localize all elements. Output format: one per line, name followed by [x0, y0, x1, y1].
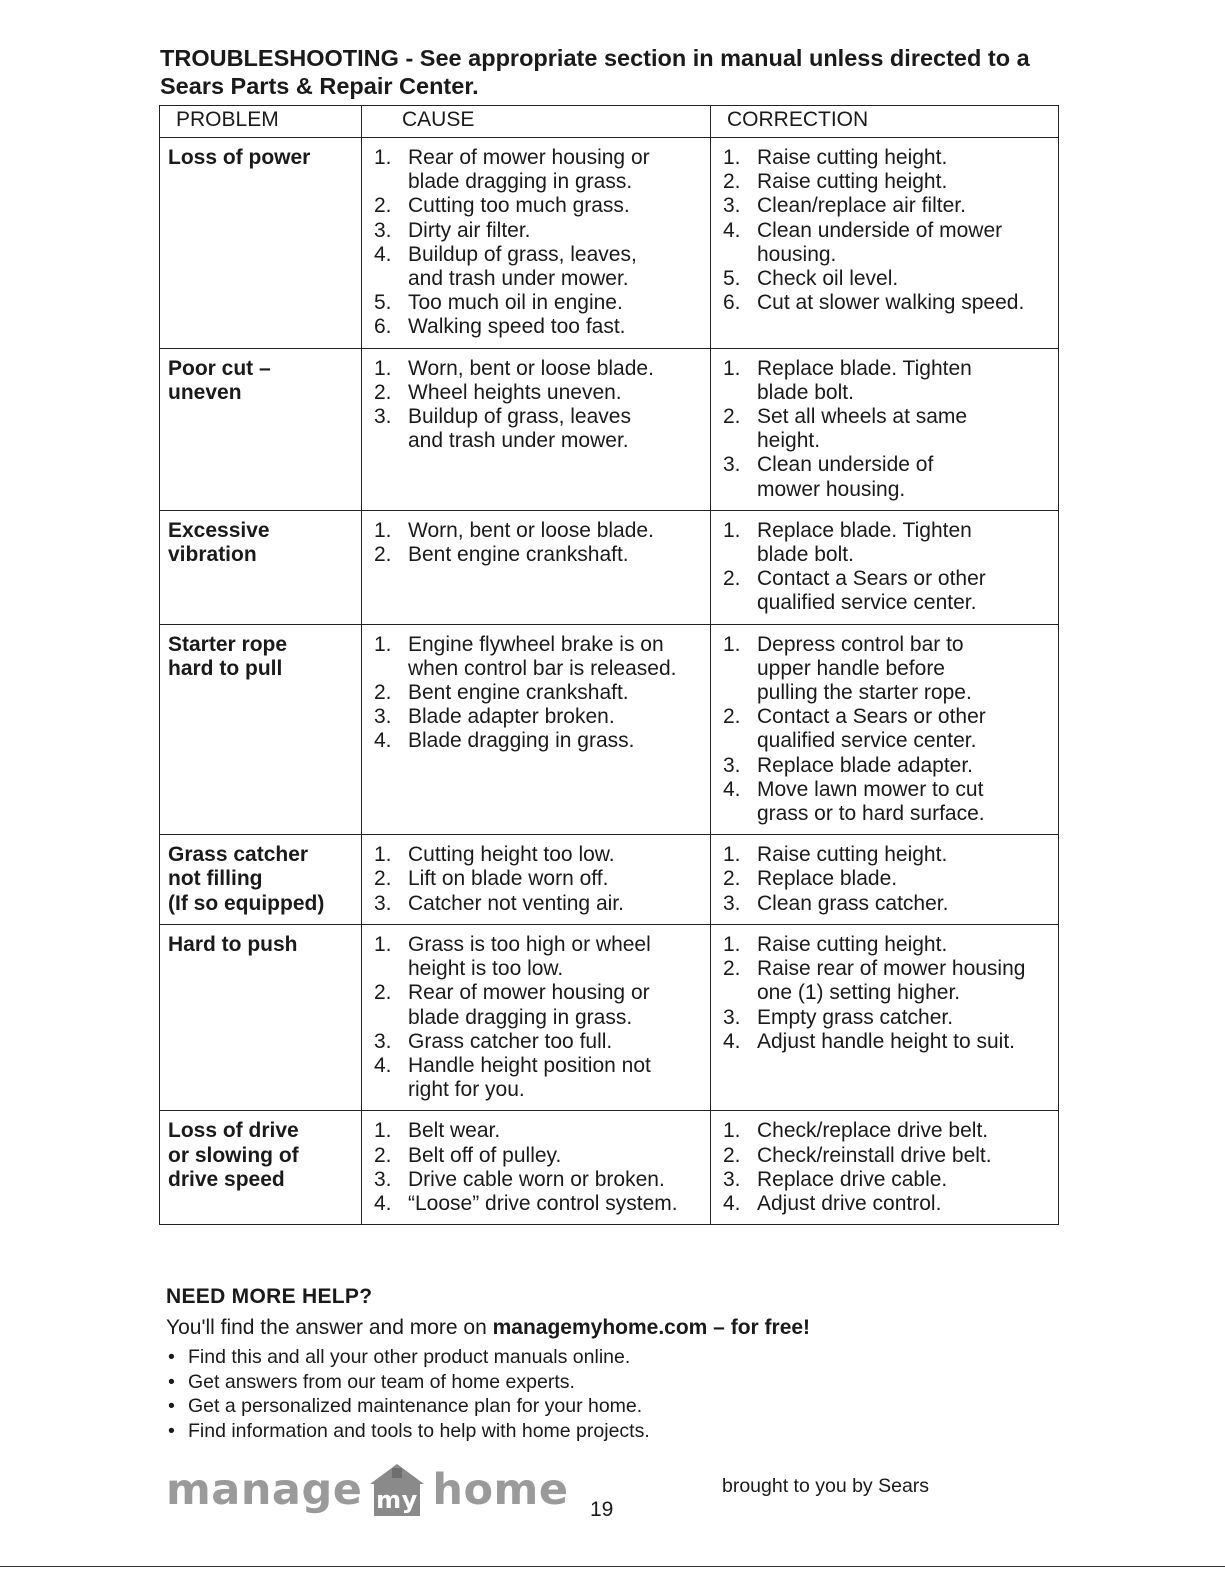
cause-item: [370, 1144, 704, 1168]
correction-text: Replace blade adapter.: [757, 753, 973, 777]
correction-item: [719, 405, 1052, 453]
cause-text: Worn, bent or loose blade.: [408, 518, 654, 542]
cause-text: Bent engine crankshaft.: [408, 543, 629, 567]
correction-text: Clean grass catcher.: [757, 891, 949, 915]
correction-number: 1.: [723, 356, 741, 380]
cause-number: 6.: [374, 315, 392, 339]
cause-number: 2.: [374, 981, 392, 1005]
cause-item: [370, 519, 704, 543]
cause-item: [370, 219, 704, 243]
correction-number: 1.: [723, 632, 741, 656]
cause-item: [370, 843, 704, 867]
correction-item: [719, 219, 1052, 267]
correction-text: Cut at slower walking speed.: [757, 291, 1025, 315]
correction-cell: [711, 348, 1059, 510]
correction-number: 4.: [723, 218, 741, 242]
cause-text: Worn, bent or loose blade.: [408, 356, 654, 380]
cause-number: 2.: [374, 380, 392, 404]
correction-number: 1.: [723, 1119, 741, 1143]
correction-number: 4.: [723, 777, 741, 801]
correction-item: [719, 933, 1052, 957]
cause-item: [370, 633, 704, 681]
table-row: [160, 1111, 1059, 1225]
cause-item: [370, 1168, 704, 1192]
cause-number: 3.: [374, 405, 392, 429]
correction-item: [719, 170, 1052, 194]
correction-cell: [711, 510, 1059, 624]
correction-item: [719, 519, 1052, 567]
header-correction: CORRECTION: [711, 106, 1059, 138]
cause-item: [370, 194, 704, 218]
cause-item: [370, 681, 704, 705]
correction-number: 3.: [723, 194, 741, 218]
cause-text: Lift on blade worn off.: [408, 867, 609, 891]
cause-item: [370, 243, 704, 291]
cause-number: 1.: [374, 932, 392, 956]
correction-item: [719, 778, 1052, 826]
page-number: 19: [590, 1498, 614, 1521]
correction-number: 1.: [723, 146, 741, 169]
cause-item: [370, 1119, 704, 1143]
correction-item: [719, 1119, 1052, 1143]
table-body: [160, 138, 1059, 1225]
correction-text: Clean/replace air filter.: [757, 194, 966, 218]
correction-item: [719, 867, 1052, 891]
table-row: [160, 624, 1059, 835]
help-bullet-text: Get answers from our team of home experts.: [188, 1370, 575, 1393]
problem-cell: [160, 924, 362, 1110]
cause-text: Walking speed too fast.: [408, 315, 626, 339]
correction-number: 2.: [723, 1143, 741, 1167]
correction-text: Raise rear of mower housing one (1) setting higher.: [757, 957, 1026, 1005]
cause-number: 1.: [374, 356, 392, 380]
cause-number: 1.: [374, 843, 392, 867]
correction-text: Replace blade.: [757, 867, 898, 891]
help-bullet-item: [166, 1419, 650, 1444]
problem-text: Poor cut –: [168, 356, 271, 380]
correction-number: 6.: [723, 291, 741, 315]
cause-text: Blade adapter broken.: [408, 705, 615, 729]
cause-number: 2.: [374, 867, 392, 891]
help-site-link[interactable]: managemyhome.com – for free!: [492, 1316, 811, 1339]
help-bullet-item: [166, 1345, 650, 1370]
correction-number: 2.: [723, 957, 741, 981]
problem-text: Grass catcher: [168, 843, 309, 867]
correction-item: [719, 633, 1052, 706]
cause-number: 3.: [374, 1029, 392, 1053]
cause-text: Blade dragging in grass.: [408, 729, 635, 753]
correction-item: [719, 357, 1052, 405]
correction-item: [719, 754, 1052, 778]
cause-item: [370, 1030, 704, 1054]
correction-number: 1.: [723, 843, 741, 867]
bullet-icon: •: [168, 1419, 175, 1442]
header-cause: CAUSE: [362, 106, 711, 138]
managemyhome-logo: [166, 1460, 569, 1520]
help-bullet-item: [166, 1370, 650, 1395]
cause-number: 1.: [374, 518, 392, 542]
cause-number: 4.: [374, 242, 392, 266]
correction-item: [719, 843, 1052, 867]
cause-item: [370, 146, 704, 194]
header-problem: PROBLEM: [160, 106, 362, 138]
cause-item: [370, 1192, 704, 1216]
cause-text: Rear of mower housing or blade dragging in grass.: [408, 981, 650, 1029]
cause-text: Bent engine crankshaft.: [408, 681, 629, 705]
correction-text: Check oil level.: [757, 267, 899, 291]
bottom-divider: [0, 1566, 1225, 1567]
cause-number: 2.: [374, 543, 392, 567]
cause-cell: [362, 348, 711, 510]
cause-cell: [362, 624, 711, 835]
correction-cell: [711, 924, 1059, 1110]
help-intro: [166, 1316, 810, 1340]
table-row: [160, 510, 1059, 624]
help-intro-text: You'll find the answer and more on: [166, 1316, 493, 1339]
help-bullet-text: Find information and tools to help with home projects.: [188, 1419, 650, 1442]
cause-cell: [362, 835, 711, 925]
correction-text: Contact a Sears or other qualified service center.: [757, 705, 986, 753]
cause-item: [370, 1054, 704, 1102]
cause-number: 4.: [374, 1053, 392, 1077]
cause-text: Cutting height too low.: [408, 843, 615, 867]
correction-text: Depress control bar to upper handle before pulling the starter rope.: [757, 632, 972, 705]
cause-number: 2.: [374, 194, 392, 218]
correction-item: [719, 1168, 1052, 1192]
bullet-icon: •: [168, 1370, 175, 1393]
cause-item: [370, 543, 704, 567]
correction-item: [719, 1144, 1052, 1168]
correction-text: Check/replace drive belt.: [757, 1119, 989, 1143]
cause-item: [370, 892, 704, 916]
cause-number: 3.: [374, 1167, 392, 1191]
logo-word-manage: manage: [166, 1465, 363, 1515]
logo-word-home: home: [432, 1465, 569, 1515]
correction-number: 3.: [723, 453, 741, 477]
correction-text: Replace drive cable.: [757, 1167, 948, 1191]
correction-item: [719, 1030, 1052, 1054]
cause-item: [370, 291, 704, 315]
correction-number: 4.: [723, 1191, 741, 1215]
problem-text: (If so equipped): [168, 891, 325, 915]
cause-text: Belt wear.: [408, 1119, 501, 1143]
correction-number: 3.: [723, 1005, 741, 1029]
cause-number: 2.: [374, 1143, 392, 1167]
logo-badge-text: my: [376, 1486, 419, 1514]
cause-text: Cutting too much grass.: [408, 194, 630, 218]
problem-text: vibration: [168, 543, 257, 567]
correction-text: Contact a Sears or other qualified service center.: [757, 567, 986, 615]
correction-number: 3.: [723, 891, 741, 915]
cause-number: 1.: [374, 1119, 392, 1143]
correction-item: [719, 453, 1052, 501]
troubleshooting-table: [159, 105, 1059, 1225]
table-row: [160, 835, 1059, 925]
page-title: TROUBLESHOOTING - See appropriate section in manual unless directed to a Sears Parts & Repair Center.: [160, 45, 1030, 99]
correction-text: Replace blade. Tighten blade bolt.: [757, 356, 972, 404]
problem-text: or slowing of: [168, 1143, 299, 1167]
correction-item: [719, 146, 1052, 170]
help-bullet-text: Get a personalized maintenance plan for your home.: [188, 1395, 643, 1417]
problem-text: Excessive: [168, 518, 270, 542]
cause-cell: [362, 138, 711, 349]
need-help-heading: NEED MORE HELP?: [166, 1285, 373, 1308]
cause-text: Engine flywheel brake is on when control bar is released.: [408, 632, 677, 680]
correction-text: Check/reinstall drive belt.: [757, 1143, 992, 1167]
cause-text: Too much oil in engine.: [408, 291, 623, 315]
cause-number: 2.: [374, 681, 392, 705]
cause-cell: [362, 510, 711, 624]
house-icon: [368, 1462, 426, 1518]
correction-text: Adjust handle height to suit.: [757, 1029, 1016, 1053]
correction-text: Replace blade. Tighten blade bolt.: [757, 518, 972, 567]
cause-item: [370, 933, 704, 981]
table-row: [160, 924, 1059, 1110]
correction-item: [719, 1006, 1052, 1030]
correction-item: [719, 1192, 1052, 1216]
cause-number: 4.: [374, 729, 392, 753]
correction-cell: [711, 138, 1059, 349]
cause-number: 1.: [374, 632, 392, 656]
cause-item: [370, 357, 704, 381]
correction-item: [719, 705, 1052, 753]
cause-text: Wheel heights uneven.: [408, 380, 622, 404]
cause-cell: [362, 1111, 711, 1225]
cause-text: “Loose” drive control system.: [408, 1191, 678, 1215]
cause-text: Buildup of grass, leaves and trash under mower.: [408, 405, 631, 453]
cause-number: 3.: [374, 705, 392, 729]
correction-item: [719, 957, 1052, 1005]
correction-text: Clean underside of mower housing.: [757, 453, 934, 501]
cause-text: Drive cable worn or broken.: [408, 1167, 665, 1191]
problem-cell: [160, 835, 362, 925]
cause-item: [370, 315, 704, 339]
problem-text: Hard to push: [168, 932, 298, 956]
correction-cell: [711, 1111, 1059, 1225]
table-row: [160, 348, 1059, 510]
problem-cell: [160, 510, 362, 624]
bullet-icon: •: [168, 1395, 175, 1417]
cause-number: 3.: [374, 218, 392, 242]
correction-item: [719, 291, 1052, 315]
correction-cell: [711, 624, 1059, 835]
cause-item: [370, 981, 704, 1029]
correction-item: [719, 567, 1052, 615]
table-row: [160, 138, 1059, 349]
cause-item: [370, 381, 704, 405]
correction-number: 1.: [723, 518, 741, 542]
cause-text: Grass is too high or wheel height is too low.: [408, 932, 651, 981]
problem-text: not filling: [168, 867, 263, 891]
cause-item: [370, 705, 704, 729]
correction-number: 2.: [723, 170, 741, 194]
cause-text: Rear of mower housing or blade dragging in grass.: [408, 146, 650, 194]
cause-text: Catcher not venting air.: [408, 891, 624, 915]
correction-text: Raise cutting height.: [757, 843, 948, 867]
correction-text: Raise cutting height.: [757, 170, 948, 194]
help-bullet-item: [166, 1394, 650, 1419]
correction-text: Clean underside of mower housing.: [757, 218, 1003, 266]
correction-text: Set all wheels at same height.: [757, 405, 968, 453]
correction-number: 3.: [723, 753, 741, 777]
correction-number: 3.: [723, 1167, 741, 1191]
correction-item: [719, 892, 1052, 916]
correction-number: 2.: [723, 705, 741, 729]
problem-cell: [160, 1111, 362, 1225]
correction-item: [719, 267, 1052, 291]
brought-by-text: brought to you by Sears: [722, 1475, 930, 1497]
correction-number: 5.: [723, 267, 741, 291]
correction-number: 4.: [723, 1029, 741, 1053]
help-bullet-list: [166, 1345, 650, 1443]
cause-text: Belt off of pulley.: [408, 1143, 562, 1167]
problem-cell: [160, 138, 362, 349]
correction-number: 2.: [723, 405, 741, 429]
logo-my-badge: [368, 1462, 426, 1518]
correction-item: [719, 194, 1052, 218]
problem-cell: [160, 624, 362, 835]
help-bullet-text: Find this and all your other product manuals online.: [188, 1346, 631, 1368]
problem-text: hard to pull: [168, 656, 283, 680]
cause-item: [370, 729, 704, 753]
correction-text: Adjust drive control.: [757, 1191, 942, 1215]
cause-number: 1.: [374, 146, 392, 169]
cause-cell: [362, 924, 711, 1110]
cause-text: Dirty air filter.: [408, 218, 531, 242]
cause-text: Grass catcher too full.: [408, 1029, 613, 1053]
problem-text: Loss of power: [168, 146, 311, 169]
cause-text: Handle height position not right for you.: [408, 1053, 651, 1102]
correction-cell: [711, 835, 1059, 925]
correction-text: Raise cutting height.: [757, 932, 948, 956]
problem-text: uneven: [168, 380, 242, 404]
correction-number: 1.: [723, 932, 741, 956]
problem-text: drive speed: [168, 1167, 285, 1191]
cause-item: [370, 867, 704, 891]
cause-number: 5.: [374, 291, 392, 315]
correction-text: Raise cutting height.: [757, 146, 948, 169]
cause-number: 4.: [374, 1191, 392, 1215]
problem-text: Starter rope: [168, 632, 288, 656]
cause-number: 3.: [374, 891, 392, 915]
problem-text: Loss of drive: [168, 1119, 299, 1143]
table-header-row: [160, 106, 1059, 138]
correction-number: 2.: [723, 867, 741, 891]
correction-number: 2.: [723, 567, 741, 591]
cause-item: [370, 405, 704, 453]
correction-text: Empty grass catcher.: [757, 1005, 954, 1029]
correction-text: Move lawn mower to cut grass or to hard surface.: [757, 777, 985, 826]
cause-text: Buildup of grass, leaves, and trash under mower.: [408, 242, 637, 291]
bullet-icon: •: [168, 1346, 175, 1368]
problem-cell: [160, 348, 362, 510]
